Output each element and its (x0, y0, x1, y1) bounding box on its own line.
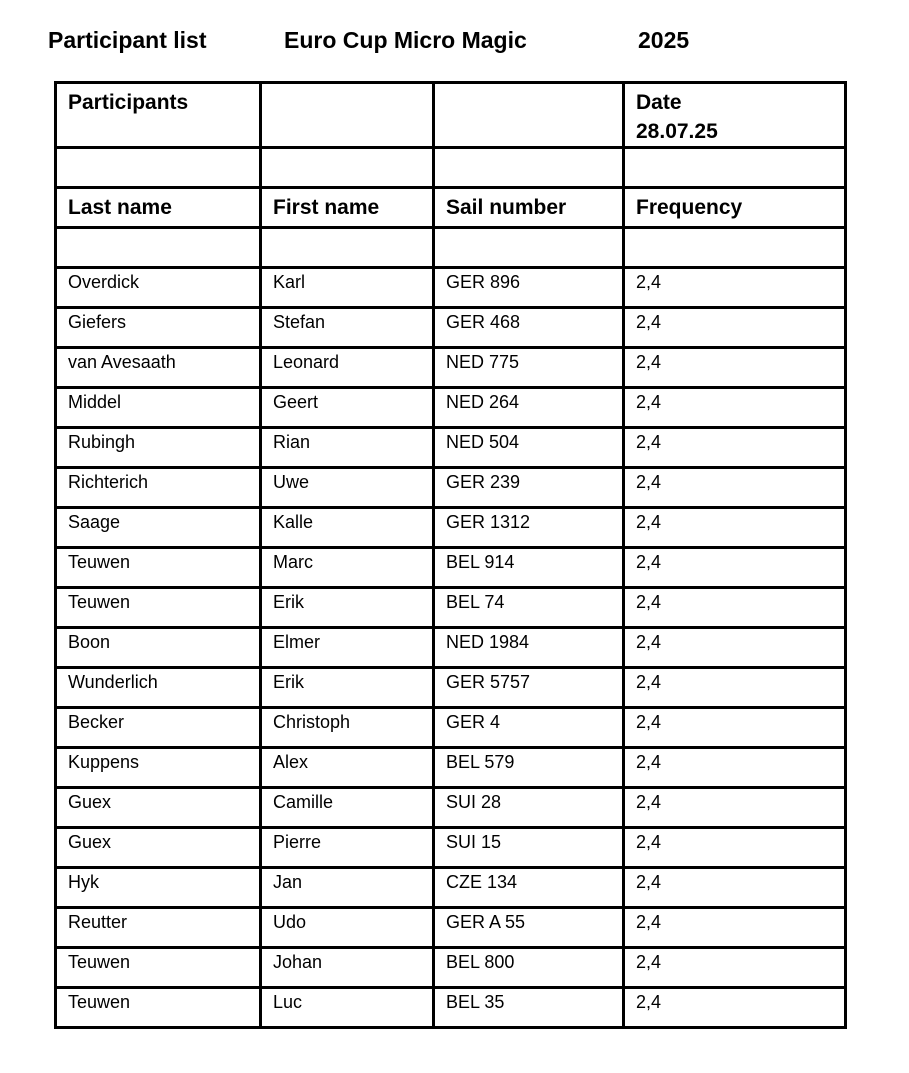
first-name-cell: Kalle (261, 508, 434, 548)
first-name-cell: Uwe (261, 468, 434, 508)
frequency-cell: 2,4 (624, 508, 846, 548)
frequency-cell: 2,4 (624, 308, 846, 348)
last-name-cell: Guex (56, 828, 261, 868)
last-name-cell: Teuwen (56, 988, 261, 1028)
first-name-cell: Stefan (261, 308, 434, 348)
frequency-cell: 2,4 (624, 948, 846, 988)
first-name-cell: Karl (261, 268, 434, 308)
sail-number-cell: BEL 74 (434, 588, 624, 628)
last-name-cell: Richterich (56, 468, 261, 508)
date-value: 28.07.25 (636, 120, 718, 143)
first-name-cell: Erik (261, 668, 434, 708)
sail-number-cell: NED 775 (434, 348, 624, 388)
date-cell (624, 83, 846, 148)
last-name-cell: van Avesaath (56, 348, 261, 388)
frequency-cell: 2,4 (624, 548, 846, 588)
sail-number-cell: SUI 15 (434, 828, 624, 868)
last-name-cell: Kuppens (56, 748, 261, 788)
frequency-cell: 2,4 (624, 628, 846, 668)
participants-label-cell (56, 83, 261, 148)
blank-row (56, 228, 846, 268)
participants-label: Participants (68, 91, 189, 114)
last-name-cell: Middel (56, 388, 261, 428)
last-name-cell: Overdick (56, 268, 261, 308)
last-name-cell: Guex (56, 788, 261, 828)
table-row (56, 948, 846, 988)
table-row (56, 988, 846, 1028)
page-title: Participant list (48, 27, 207, 53)
sail-number-cell: GER 896 (434, 268, 624, 308)
table-row (56, 428, 846, 468)
empty-cell (434, 83, 624, 148)
first-name-cell: Johan (261, 948, 434, 988)
frequency-cell: 2,4 (624, 708, 846, 748)
sail-number-cell: SUI 28 (434, 788, 624, 828)
sail-number-cell: BEL 35 (434, 988, 624, 1028)
column-header-last-name: Last name (56, 188, 261, 228)
sail-number-cell: CZE 134 (434, 868, 624, 908)
event-year: 2025 (638, 27, 690, 53)
table-top-row (56, 83, 846, 148)
table-row (56, 668, 846, 708)
table-row (56, 748, 846, 788)
sail-number-cell: BEL 914 (434, 548, 624, 588)
event-title: Euro Cup Micro Magic (284, 27, 527, 53)
last-name-cell: Rubingh (56, 428, 261, 468)
first-name-cell: Elmer (261, 628, 434, 668)
frequency-cell: 2,4 (624, 468, 846, 508)
table-row (56, 348, 846, 388)
sail-number-cell: BEL 800 (434, 948, 624, 988)
column-header-frequency: Frequency (624, 188, 846, 228)
frequency-cell: 2,4 (624, 828, 846, 868)
sail-number-cell: GER 468 (434, 308, 624, 348)
first-name-cell: Alex (261, 748, 434, 788)
last-name-cell: Becker (56, 708, 261, 748)
first-name-cell: Udo (261, 908, 434, 948)
table-row (56, 628, 846, 668)
column-header-row (56, 188, 846, 228)
first-name-cell: Camille (261, 788, 434, 828)
frequency-cell: 2,4 (624, 988, 846, 1028)
table-row (56, 788, 846, 828)
sail-number-cell: GER 4 (434, 708, 624, 748)
last-name-cell: Teuwen (56, 588, 261, 628)
sail-number-cell: GER A 55 (434, 908, 624, 948)
frequency-cell: 2,4 (624, 588, 846, 628)
last-name-cell: Hyk (56, 868, 261, 908)
last-name-cell: Teuwen (56, 948, 261, 988)
table-row (56, 508, 846, 548)
sail-number-cell: GER 239 (434, 468, 624, 508)
frequency-cell: 2,4 (624, 268, 846, 308)
empty-cell (261, 83, 434, 148)
first-name-cell: Rian (261, 428, 434, 468)
last-name-cell: Teuwen (56, 548, 261, 588)
date-label: Date (636, 91, 682, 114)
first-name-cell: Christoph (261, 708, 434, 748)
table-row (56, 308, 846, 348)
last-name-cell: Giefers (56, 308, 261, 348)
sail-number-cell: NED 264 (434, 388, 624, 428)
sail-number-cell: GER 1312 (434, 508, 624, 548)
sail-number-cell: GER 5757 (434, 668, 624, 708)
participant-table (54, 81, 847, 1029)
first-name-cell: Luc (261, 988, 434, 1028)
table-row (56, 388, 846, 428)
last-name-cell: Reutter (56, 908, 261, 948)
frequency-cell: 2,4 (624, 428, 846, 468)
participant-table-body (56, 83, 846, 1028)
table-row (56, 468, 846, 508)
first-name-cell: Geert (261, 388, 434, 428)
frequency-cell: 2,4 (624, 868, 846, 908)
last-name-cell: Saage (56, 508, 261, 548)
frequency-cell: 2,4 (624, 348, 846, 388)
table-row (56, 828, 846, 868)
last-name-cell: Boon (56, 628, 261, 668)
first-name-cell: Leonard (261, 348, 434, 388)
frequency-cell: 2,4 (624, 748, 846, 788)
frequency-cell: 2,4 (624, 668, 846, 708)
sail-number-cell: NED 1984 (434, 628, 624, 668)
frequency-cell: 2,4 (624, 388, 846, 428)
table-row (56, 588, 846, 628)
table-row (56, 268, 846, 308)
table-row (56, 868, 846, 908)
first-name-cell: Marc (261, 548, 434, 588)
sail-number-cell: BEL 579 (434, 748, 624, 788)
blank-row (56, 148, 846, 188)
column-header-first-name: First name (261, 188, 434, 228)
table-row (56, 548, 846, 588)
first-name-cell: Jan (261, 868, 434, 908)
last-name-cell: Wunderlich (56, 668, 261, 708)
frequency-cell: 2,4 (624, 788, 846, 828)
column-header-sail-number: Sail number (434, 188, 624, 228)
frequency-cell: 2,4 (624, 908, 846, 948)
first-name-cell: Erik (261, 588, 434, 628)
table-row (56, 708, 846, 748)
sail-number-cell: NED 504 (434, 428, 624, 468)
table-row (56, 908, 846, 948)
first-name-cell: Pierre (261, 828, 434, 868)
